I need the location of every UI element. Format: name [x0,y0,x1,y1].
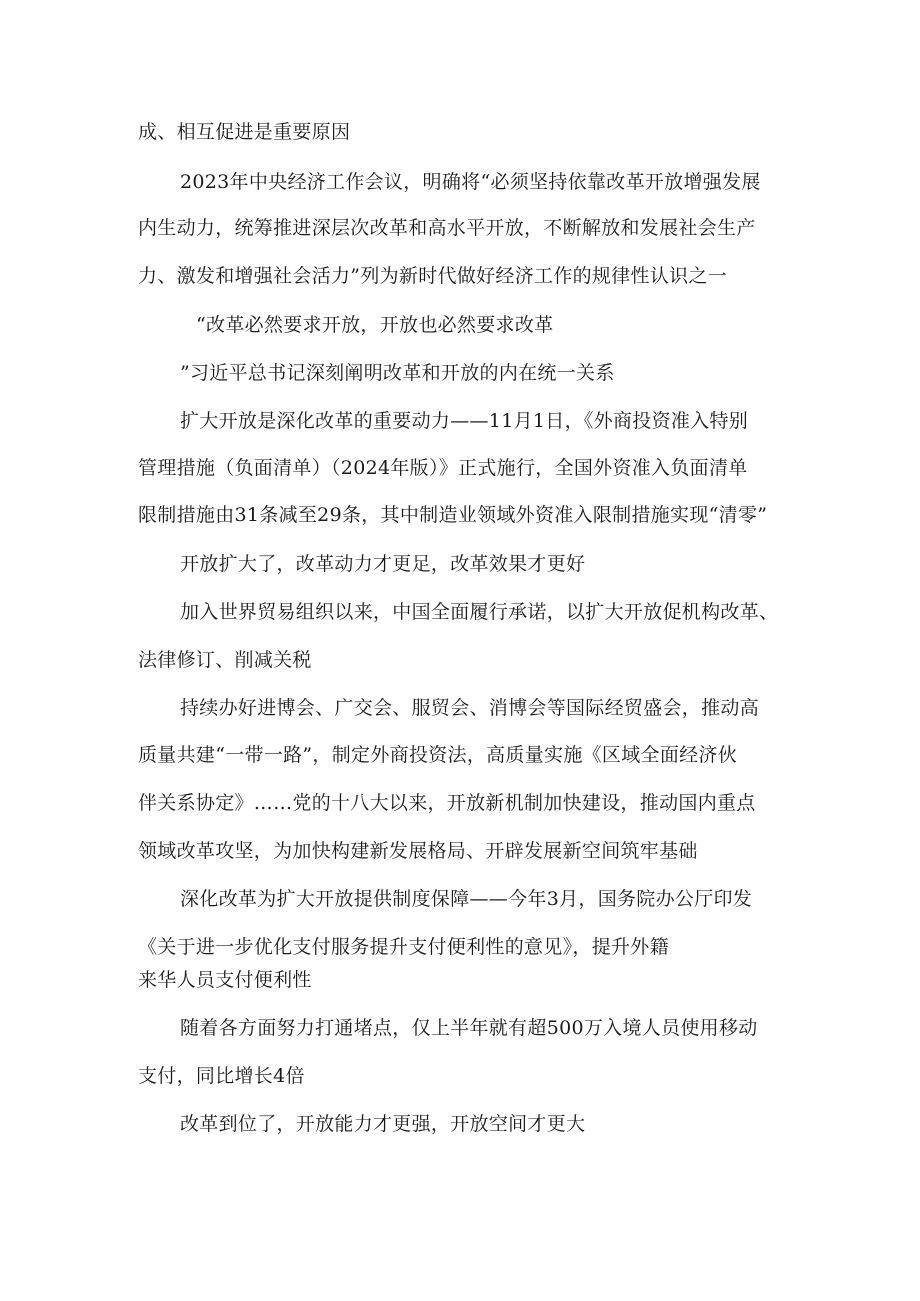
paragraph-line: 加入世界贸易组织以来，中国全面履行承诺，以扩大开放促机构改革、 [180,601,779,623]
paragraph-line: 成、相互促进是重要原因 [138,121,351,143]
quote-attribution-line: ”习近平总书记深刻阐明改革和开放的内在统一关系 [180,362,615,384]
paragraph-line: 改革到位了，开放能力才更强，开放空间才更大 [180,1113,586,1135]
paragraph-line: 随着各方面努力打通堵点，仅上半年就有超500万入境人员使用移动 [180,1017,758,1039]
paragraph-line: 扩大开放是深化改革的重要动力——11月1日，《外商投资准入特别 [180,410,749,432]
paragraph-line: 法律修订、削减关税 [138,649,312,671]
paragraph-line: 领域改革攻坚，为加快构建新发展格局、开辟发展新空间筑牢基础 [138,840,698,862]
paragraph-line: 伴关系协定》……党的十八大以来，开放新机制加快建设，推动国内重点 [138,792,756,814]
quote-line: “改革必然要求开放，开放也必然要求改革 [196,314,554,336]
paragraph-line: 内生动力，统筹推进深层次改革和高水平开放，不断解放和发展社会生产 [138,217,756,239]
paragraph-line: 来华人员支付便利性 [138,969,312,991]
paragraph-line: 质量共建“一带一路”，制定外商投资法，高质量实施《区域全面经济伙 [138,744,738,766]
paragraph-line: 《关于进一步优化支付服务提升支付便利性的意见》，提升外籍 [138,936,669,958]
paragraph-line: 支付，同比增长4倍 [138,1065,305,1087]
paragraph-line: 开放扩大了，改革动力才更足，改革效果才更好 [180,553,586,575]
paragraph-line: 深化改革为扩大开放提供制度保障——今年3月，国务院办公厅印发 [180,888,753,910]
paragraph-line: 2023年中央经济工作会议，明确将“必须坚持依靠改革开放增强发展 [180,171,761,193]
paragraph-line: 管理措施（负面清单）（2024年版）》正式施行，全国外资准入负面清单 [138,457,748,479]
paragraph-line: 持续办好进博会、广交会、服贸会、消博会等国际经贸盛会，推动高 [180,697,760,719]
paragraph-line: 限制措施由31条减至29条，其中制造业领域外资准入限制措施实现“清零” [138,504,768,526]
paragraph-line: 力、激发和增强社会活力”列为新时代做好经济工作的规律性认识之一 [138,265,728,287]
